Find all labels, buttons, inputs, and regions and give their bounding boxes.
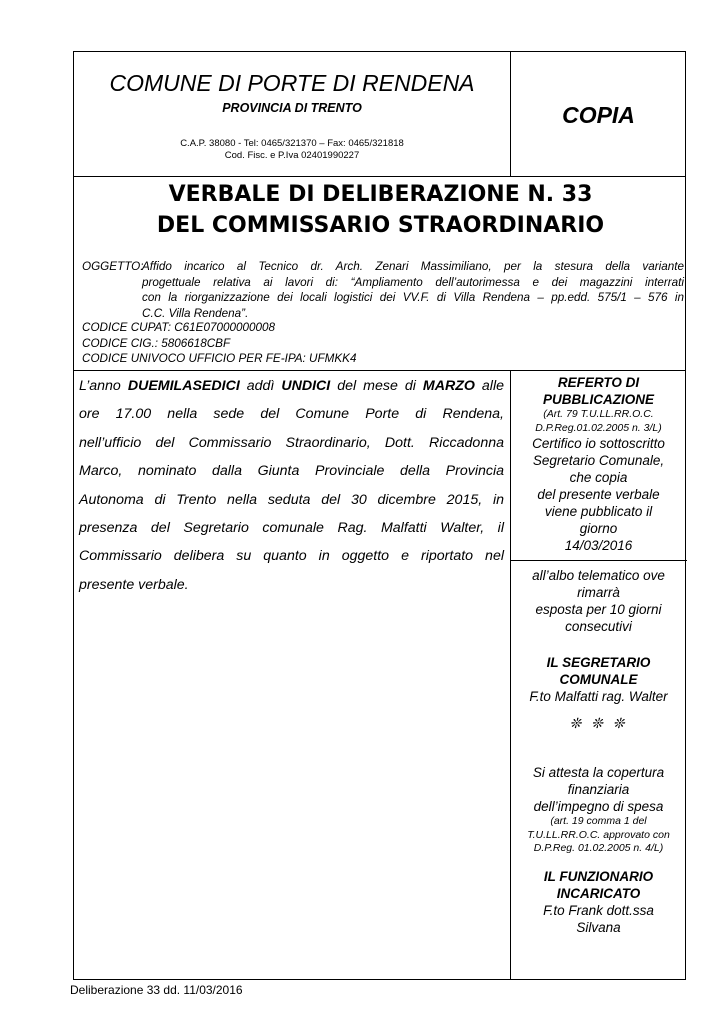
funzionario-title: IL FUNZIONARIO [543,868,654,884]
copertura-text: Si attesta la copertura [532,765,665,780]
body-text: addì [239,378,282,394]
certificate-text: viene pubblicato il [544,504,653,519]
body-line: Autonoma di Trento nella seduta del 30 dicembre 2015, in [79,491,504,508]
month-text: MARZO [422,378,475,394]
comune-name: COMUNE DI PORTE DI RENDENA [109,70,475,96]
funzionario-signature: F.to Frank dott.ssa [543,902,654,918]
certificate-text: che copia [569,470,628,485]
certificate-text: Segretario Comunale, [532,453,665,468]
referto-title: REFERTO DI [557,375,640,390]
divider [510,560,687,561]
segretario-signature: F.to Malfatti rag. Walter [529,689,668,704]
copertura-reference: (art. 19 comma 1 del [550,815,647,827]
copertura-reference: T.U.LL.RR.O.C. approvato con [527,828,670,841]
albo-text: consecutivi [565,619,632,634]
albo-text: esposta per 10 giorni [535,602,662,617]
body-line: Marco, nominato dalla Giunta Provinciale della Provincia [79,463,504,480]
body-line: ore 17.00 nella sede del Comune Porte di Rendena, [79,406,504,423]
page-footer: Deliberazione 33 dd. 11/03/2016 [70,983,243,997]
referto-reference: (Art. 79 T.U.LL.RR.O.C. [543,408,654,420]
certificate-text: giorno [579,521,618,536]
title-line: DEL COMMISSARIO STRAORDINARIO [156,213,605,238]
code-ipa: CODICE UNIVOCO UFFICIO PER FE-IPA: UFMKK4 [82,352,357,365]
contacts-line: Cod. Fisc. e P.Iva 02401990227 [224,150,360,161]
stars-separator: ❊ ❊ ❊ [569,715,628,731]
code-cig: CODICE CIG.: 5806618CBF [82,336,231,350]
oggetto-line: Affido incarico al Tecnico dr. Arch. Zenari Massimiliano, per la stesura della variante [142,260,684,273]
referto-title: PUBBLICAZIONE [543,392,654,407]
oggetto-text [142,259,684,321]
title-line: VERBALE DI DELIBERAZIONE N. 33 [168,182,593,207]
body-text: alle [474,378,505,394]
copertura-reference: D.P.Reg. 01.02.2005 n. 4/L) [533,842,664,854]
body-line: Commissario delibera su quanto in oggetto e riportato nel [79,548,504,565]
body-text: del mese di [330,378,423,394]
day-text: UNDICI [281,378,331,394]
segretario-title: IL SEGRETARIO [546,655,651,670]
albo-text: rimarrà [577,585,620,600]
publication-date: 14/03/2016 [564,538,633,553]
contacts-line: C.A.P. 38080 - Tel: 0465/321370 – Fax: 0465/321818 [180,138,404,149]
page-title [74,179,687,241]
divider [74,370,685,371]
divider [74,176,685,177]
year-text: DUEMILASEDICI [127,378,240,394]
oggetto-line: C.C. Villa Rendena”. [142,306,249,320]
albo-text: all’albo telematico ove [532,568,665,583]
body-line: presente verbale. [79,576,189,593]
oggetto-line: progettuale relativa ai lavori di: “Ampliamento dell’autorimessa e dei magazzini interrati [142,275,684,289]
body-line: nell’ufficio del Commissario Straordinario, Dott. Riccadonna [79,434,504,451]
funzionario-title: INCARICATO [556,885,641,901]
funzionario-signature: Silvana [576,919,621,935]
oggetto-label: OGGETTO: [82,260,144,273]
copertura-text: dell’impegno di spesa [533,799,664,814]
segretario-title: COMUNALE [559,672,638,687]
codes-block [82,320,356,367]
copertura-text: finanziaria [567,782,630,797]
body-line: presenza del Segretario comunale Rag. Malfatti Walter, il [79,519,504,536]
provincia-name: PROVINCIA DI TRENTO [222,101,362,115]
document-frame [73,51,686,980]
copia-label: COPIA [562,102,635,128]
certificate-text: Certifico io sottoscritto [532,436,665,451]
verbale-body [79,372,504,599]
body-line [79,372,504,400]
referto-column [510,374,687,936]
code-cupat: CODICE CUPAT: C61E07000000008 [82,321,275,334]
certificate-text: del presente verbale [537,487,660,502]
oggetto-line: con la riorganizzazione dei locali logistici dei VV.F. di Villa Rendena – pp.edd. 575/1 – 576 in [142,291,684,304]
contacts [74,138,510,162]
referto-reference: D.P.Reg.01.02.2005 n. 3/L) [535,421,662,434]
body-text: L’anno [79,378,128,394]
